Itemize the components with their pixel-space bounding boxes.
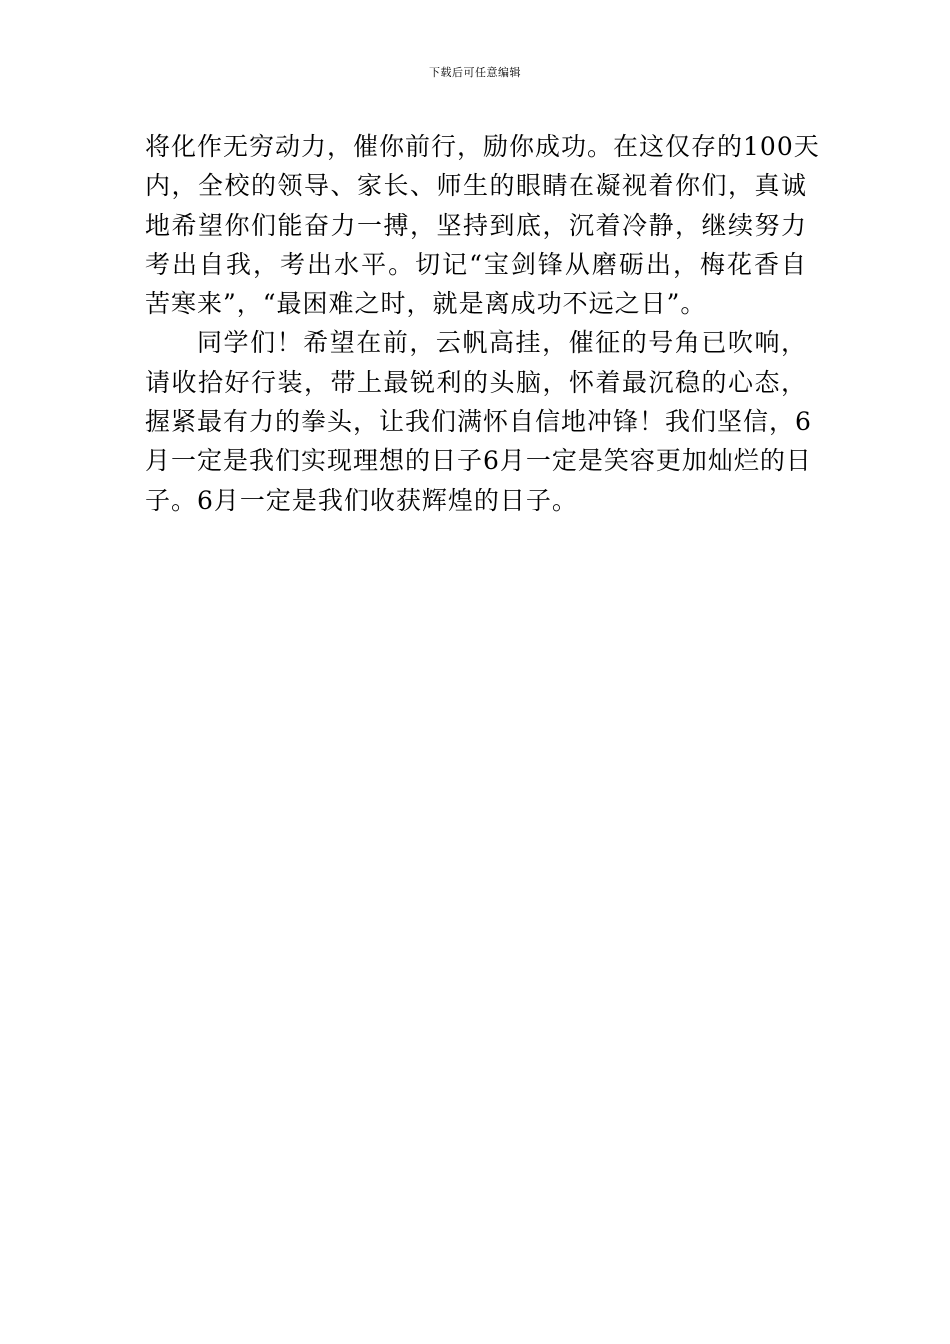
text-line: 考出自我，考出水平。切记“宝剑锋从磨砺出，梅花香自 (145, 249, 807, 279)
text-line: 同学们！希望在前，云帆高挂，催征的号角已吹响， (197, 328, 807, 358)
text-line: 子。6月一定是我们收获辉煌的日子。 (145, 485, 578, 515)
text-line: 内，全校的领导、家长、师生的眼睛在凝视着你们，真诚 (145, 171, 807, 201)
body-text (145, 127, 820, 520)
text-line: 月一定是我们实现理想的日子6月一定是笑容更加灿烂的日 (145, 446, 812, 476)
text-line: 握紧最有力的拳头，让我们满怀自信地冲锋！我们坚信，6 (145, 407, 812, 437)
text-line: 将化作无穷动力，催你前行，励你成功。在这仅存的100天 (145, 132, 820, 161)
text-line: 地希望你们能奋力一搏，坚持到底，沉着冷静，继续努力 (145, 210, 807, 240)
text-line: 请收拾好行装，带上最锐利的头脑，怀着最沉稳的心态， (145, 367, 807, 397)
text-line: 苦寒来”，“最困难之时，就是离成功不远之日”。 (145, 289, 707, 319)
paragraph-1 (145, 127, 820, 323)
paragraph-2 (145, 323, 812, 519)
header-note: 下载后可任意编辑 (429, 66, 521, 79)
